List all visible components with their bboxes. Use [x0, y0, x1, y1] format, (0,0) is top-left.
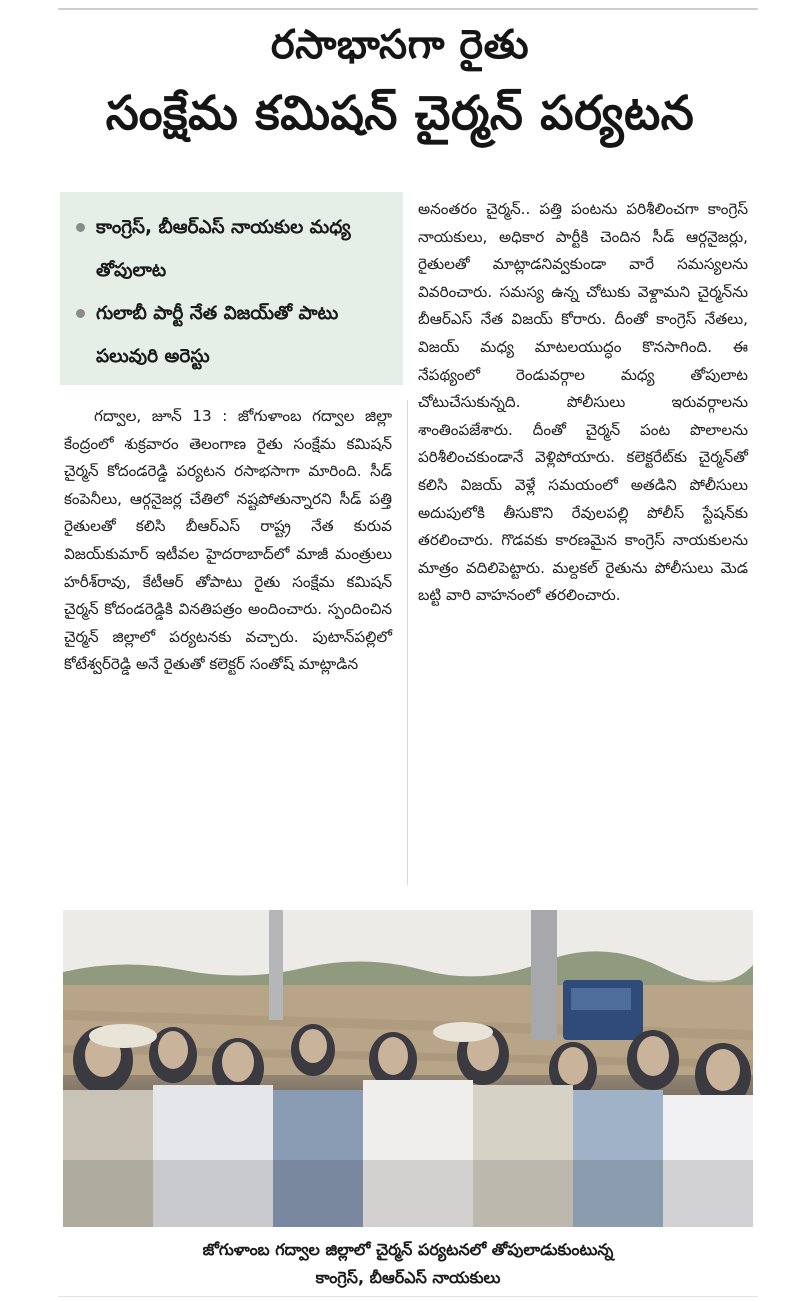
column-divider — [407, 400, 408, 885]
highlights-box — [60, 192, 403, 385]
bullet-icon — [76, 223, 85, 232]
photo-caption — [60, 1236, 756, 1292]
highlight-text: గులాబీ పార్టీ నేత విజయ్‌తో పాటు పలువురి అరెస్టు — [96, 303, 339, 367]
caption-line-2: కాంగ్రెస్, బీఆర్ఎస్ నాయకులు — [315, 1268, 501, 1287]
news-photo — [63, 910, 753, 1227]
article-column-right: అనంతరం చైర్మన్.. పత్తి పంటను పరిశీలించగా కాంగ్రెస్ నాయకులు, అధికార పార్టీకి చెందిన సీడ్ ఆర్గనైజర్లు, రైతులతో మాట్లాడనివ్వకుండా వారే సమస్యలను వివరించారు. సమస్య ఉన్న చోటుకు వెళ్దామని చైర్మన్‌ను బీఆర్ఎస్ నేత విజయ్ కోరారు. దీంతో కాంగ్రెస్ నేతలు, విజయ్ మధ్య మాటలయుద్ధం కొనసాగింది. ఈ నేపథ్యంలో రెండువర్గాల మధ్య తోపులాట చోటుచేసుకున్నది. పోలీసులు ఇరువర్గాలను శాంతింపజేశారు. దీంతో చైర్మన్ పంట పొలాలను పరిశీలించకుండానే వెళ్లిపోయారు. కలెక్టరేట్‌కు చైర్మన్‌తో కలిసి విజయ్ వెళ్లే సమయంలో అతడిని పోలీసులు అదుపులోకి తీసుకొని రేవులపల్లి పోలీస్ స్టేషన్‌కు తరలించారు. గొడవకు కారణమైన కాంగ్రెస్ నాయకులను మాత్రం వదిలిపెట్టారు. మల్దకల్ రైతును పోలీసులు మెడ బట్టి వారి వాహనంలో తరలించారు. — [418, 200, 748, 605]
bullet-icon — [76, 309, 85, 318]
highlight-text: కాంగ్రెస్, బీఆర్ఎస్ నాయకుల మధ్య తోపులాట — [96, 217, 351, 281]
headline-line-2: సంక్షేమ కమిషన్ చైర్మన్ పర్యటన — [105, 86, 695, 141]
highlight-item — [76, 206, 395, 292]
bottom-rule — [58, 1296, 758, 1297]
highlight-item — [76, 292, 395, 378]
news-photo-illustration — [63, 910, 753, 1227]
caption-line-1: జోగుళాంబ గద్వాల జిల్లాలో చైర్మన్ పర్యటనలో తోపులాడుకుంటున్న — [202, 1240, 614, 1259]
top-rule — [58, 8, 758, 10]
headline-line-1: రసాభాసగా రైతు — [270, 22, 530, 68]
article-column-left: గద్వాల, జూన్ 13 : జోగుళాంబ గద్వాల జిల్లా కేంద్రంలో శుక్రవారం తెలంగాణ రైతు సంక్షేమ కమిషన్ చైర్మన్ కోదండరెడ్డి పర్యటన రసాభసాగా మారింది. సీడ్ కంపెనీలు, ఆర్గనైజర్ల చేతిలో నష్టపోతున్నారని సీడ్ పత్తి రైతులతో కలిసి బీఆర్ఎస్ రాష్ట్ర నేత కురువ విజయ్‌కుమార్ ఇటీవల హైదరాబాద్‌లో మాజీ మంత్రులు హరీశ్‌రావు, కేటీఆర్ తోపాటు రైతు సంక్షేమ కమిషన్ చైర్మన్ కోదండరెడ్డికి వినతిపత్రం అందించారు. స్పందించిన చైర్మన్ జిల్లాలో పర్యటనకు వచ్చారు. పుటాన్‌పల్లిలో కోటేశ్వర్‌రెడ్డి అనే రైతుతో కలెక్టర్ సంతోష్ మాట్లాడిన — [64, 407, 392, 674]
headline — [40, 14, 760, 152]
